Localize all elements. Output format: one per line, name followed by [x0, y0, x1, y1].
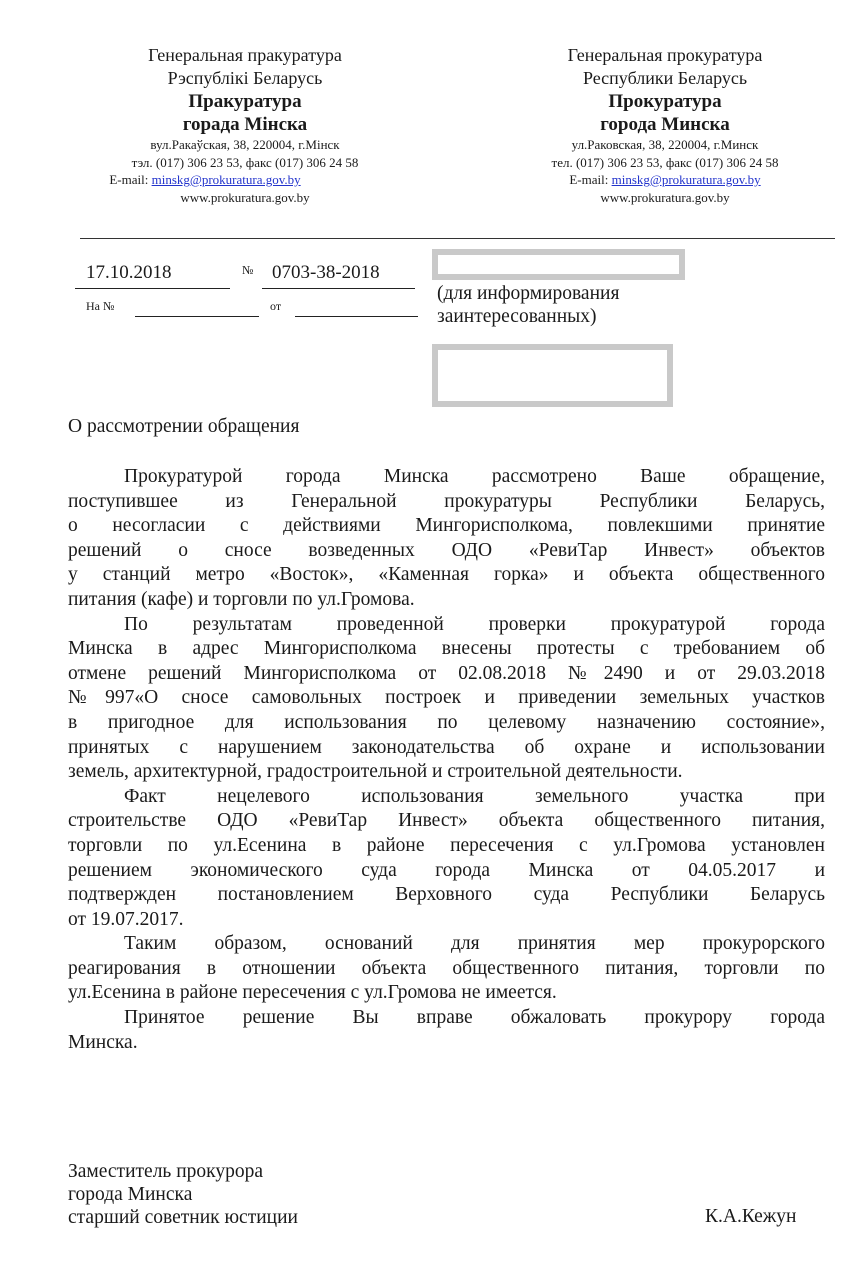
- paragraph-line: земель, архитектурной, градостроительной и строительной деятельности.: [68, 761, 683, 783]
- phone: тэл. (017) 306 23 53, факс (017) 306 24 58: [131, 154, 359, 170]
- paragraph-line: торговли по ул.Есенина в районе пересечения с ул.Громова установлен: [68, 834, 825, 856]
- website: www.prokuratura.gov.by: [600, 189, 730, 205]
- redacted-addressee: [432, 249, 685, 280]
- address: ул.Раковская, 38, 220004, г.Минск: [571, 137, 759, 152]
- paragraph-line: Таким образом, оснований для принятия мер прокурорского: [124, 933, 825, 955]
- org-line: Республики Беларусь: [582, 68, 748, 88]
- signatory-rank: старший советник юстиции: [68, 1207, 298, 1228]
- paragraph-line: о несогласии с действиями Мингорисполкома, повлекшими принятие: [68, 515, 825, 537]
- paragraph-line: принятых с нарушением законодательства об охране и использовании: [68, 736, 825, 758]
- from-blank: [295, 316, 418, 317]
- org-line: Рэспублікі Беларусь: [167, 68, 323, 88]
- paragraph-line: строительстве ОДО «РевиТар Инвест» объекта общественного питания,: [68, 810, 825, 832]
- from-label: от: [270, 299, 282, 313]
- body-paragraph: [68, 613, 825, 785]
- address: вул.Ракаўская, 38, 220004, г.Мінск: [150, 137, 340, 152]
- paragraph-line: №997«О сносе самовольных построек и приведении земельных участков: [68, 687, 825, 709]
- paragraph-line: Минска в адрес Мингорисполкома внесены протесты с требованием об: [68, 638, 825, 660]
- body-paragraph: [68, 932, 825, 1006]
- paragraph-line: подтвержден постановлением Верховного суда Республики Беларусь: [68, 884, 825, 906]
- signature-block: [68, 1160, 298, 1229]
- paragraph-line: Принятое решение Вы вправе обжаловать прокурору города: [124, 1007, 825, 1029]
- paragraph-line: реагирования в отношении объекта общественного питания, торговли по: [68, 957, 825, 979]
- letter-body: [68, 465, 825, 1055]
- email-link[interactable]: minskg@prokuratura.gov.by: [611, 172, 761, 187]
- paragraph-line: Факт нецелевого использования земельного участка при: [124, 785, 825, 807]
- reply-to-blank: [135, 316, 259, 317]
- reply-to-label: На №: [86, 299, 115, 313]
- date-underline: [75, 288, 230, 289]
- email-row: [0, 171, 445, 189]
- email-label: E-mail:: [109, 172, 152, 187]
- paragraph-line: По результатам проведенной проверки прокуратурой города: [124, 613, 825, 635]
- letterhead-belarusian: [45, 44, 445, 206]
- outgoing-date: 17.10.2018: [86, 262, 172, 283]
- paragraph-line: питания (кафе) и торговли по ул.Громова.: [68, 588, 415, 610]
- paragraph-line: решением экономического суда города Минска от 04.05.2017 и: [68, 859, 825, 881]
- paragraph-line: Прокуратурой города Минска рассмотрено Ваше обращение,: [124, 466, 825, 487]
- addressee-note: (для информирования: [437, 283, 620, 304]
- paragraph-line: ул.Есенина в районе пересечения с ул.Громова не имеется.: [68, 982, 557, 1004]
- paragraph-line: отмене решений Мингорисполкома от 02.08.2018 №2490 и от 29.03.2018: [68, 662, 825, 684]
- org-title: города Минска: [600, 114, 730, 135]
- body-paragraph: [68, 785, 825, 933]
- paragraph-line: поступившее из Генеральной прокуратуры Республики Беларусь,: [68, 490, 825, 512]
- org-title: Прокуратура: [608, 91, 722, 112]
- email-row: [465, 171, 860, 189]
- org-title: Пракуратура: [188, 91, 302, 112]
- subject-line: О рассмотрении обращения: [68, 416, 300, 437]
- website: www.prokuratura.gov.by: [180, 189, 310, 205]
- header-divider: [80, 238, 835, 239]
- signatory-name: К.А.Кежун: [705, 1206, 797, 1227]
- org-line: Генеральная пракуратура: [148, 45, 342, 65]
- body-paragraph: [68, 1006, 825, 1055]
- email-label: E-mail:: [569, 172, 612, 187]
- paragraph-line: Минска.: [68, 1031, 138, 1053]
- signatory-position: города Минска: [68, 1184, 193, 1205]
- number-underline: [262, 288, 415, 289]
- outgoing-number: 0703-38-2018: [272, 262, 380, 283]
- body-paragraph: [68, 465, 825, 613]
- signatory-position: Заместитель прокурора: [68, 1161, 263, 1182]
- paragraph-line: в пригодное для использования по целевому назначению состояние»,: [68, 711, 825, 733]
- redacted-address: [432, 344, 673, 407]
- email-link[interactable]: minskg@prokuratura.gov.by: [151, 172, 301, 187]
- addressee-note: заинтересованных): [437, 306, 597, 327]
- org-line: Генеральная прокуратура: [567, 45, 763, 65]
- phone: тел. (017) 306 23 53, факс (017) 306 24 58: [551, 154, 779, 170]
- paragraph-line: у станций метро «Восток», «Каменная горка» и объекта общественного: [68, 564, 825, 586]
- number-sign: №: [242, 263, 254, 277]
- paragraph-line: от 19.07.2017.: [68, 908, 184, 930]
- paragraph-line: решений о сносе возведенных ОДО «РевиТар Инвест» объектов: [68, 539, 825, 561]
- org-title: горада Мінска: [182, 114, 308, 135]
- letterhead-russian: [465, 44, 860, 206]
